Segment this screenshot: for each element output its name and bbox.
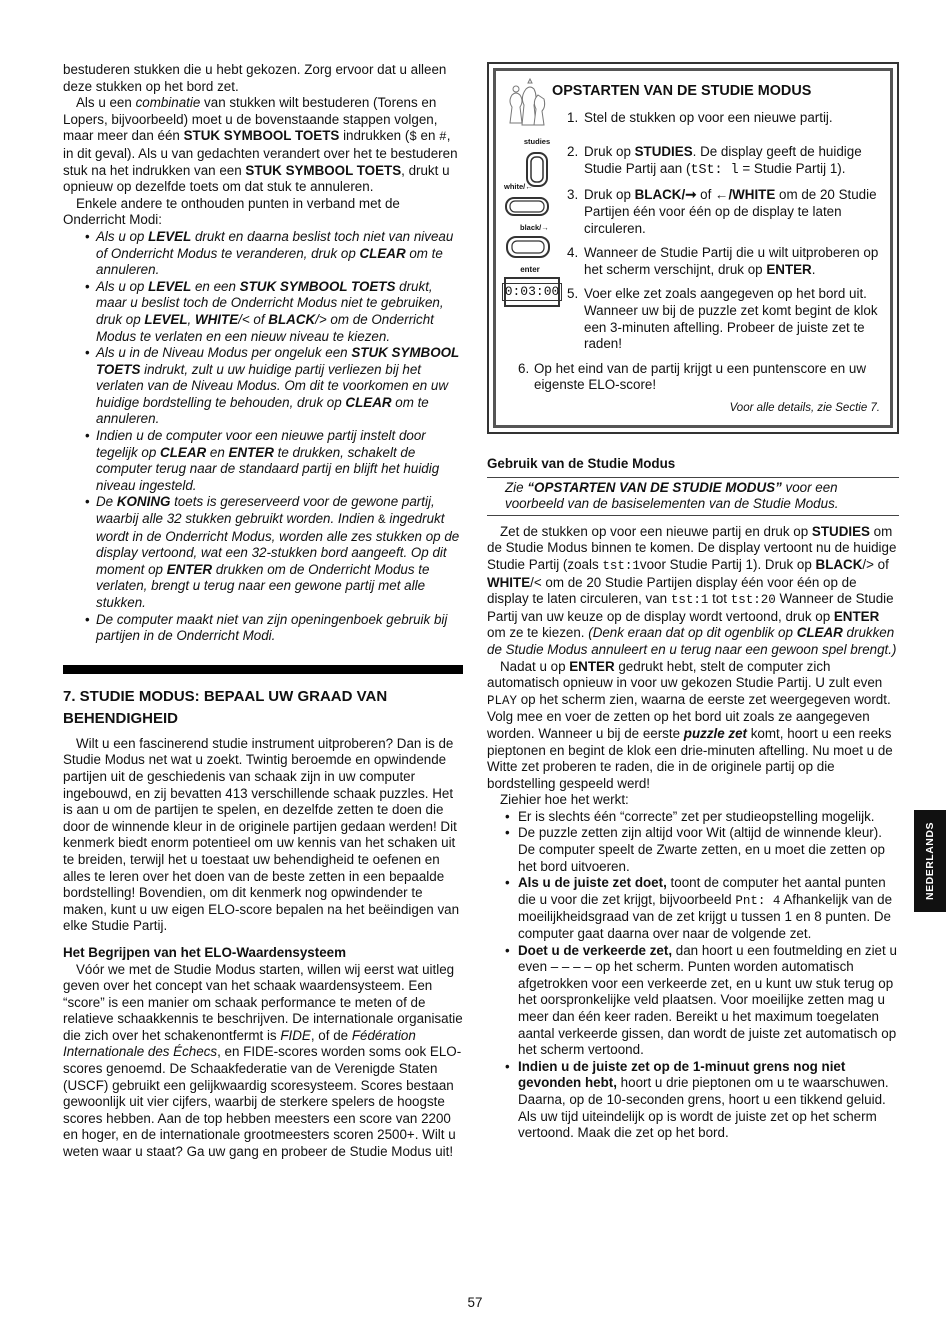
paragraph: Wilt u een fascinerend studie instrument uitproberen? Dan is de Studie Modus net wat u zoekt. Twintig beroemde en opwindende partijen uit de geschiedenis van schaak zijn in uw computer ingebouwd, en zij bevatten 413 verschillende schaak puzzles. Het is aan u om de partijen te spelen, en dezelfde zetten te doen die door de winnende kleur in de originele partijen gedaan werden! Dit kenmerk biedt enorm potentieel om uw kennis van het schaken uit te breiden, terwijl het u toestaat uw behendigheid te oefenen en alles te leren over het doen van de beste zetten in een bepaalde bordstelling! Bovendien, om dit kenmerk nog opwindender te maken, kunt u uw eigen ELO-score bepalen na het beëindigen van elke Studie Partij.: [63, 735, 460, 934]
step-5: 5. Voer elke zet zoals aangegeven op het bord uit. Wanneer uw bij de puzzle zet komt begint de klok een 3-minuten aftelling. Probeer de juiste zet te raden!: [567, 286, 878, 352]
paragraph: Ziehier hoe het werkt:: [500, 792, 629, 808]
step-3: 3. Druk op BLACK/➞ of ←/WHITE om de 20 Studie Partijen één voor één op de display te laten circuleren.: [567, 187, 877, 236]
paragraph: Als u een combinatie van stukken wilt bestuderen (Torens en Lopers, bijvoorbeeld) moet u de bovenstaande stappen volgen, maar meer dan één STUK SYMBOOL TOETS indrukken ($ en #, in dit geval). Als u van gedachten verandert over het te bestuderen stuk na het indrukken van een STUK SYMBOOL TOETS, drukt u opnieuw op dezelfde toets om dat stuk te annuleren.: [63, 95, 458, 195]
list-item: • Als u op LEVEL en een STUK SYMBOOL TOETS drukt, maar u beslist toch de Onderricht Modus niet te gebruiken, druk op LEVEL, WHITE/< of BLACK/> om de Onderricht Modus te verlaten en een nieuw niveau te kiezen.: [63, 279, 463, 345]
step-2: 2. Druk op STUDIES. De display geeft de huidige Studie Partij aan (tSt: l = Studie Partij 1).: [567, 144, 862, 178]
paragraph: bestuderen stukken die u hebt gekozen. Zorg ervoor dat u alleen deze stukken op het bord zet.: [63, 62, 447, 94]
bullet-list: [487, 809, 899, 1142]
quickstart-box-inner: [493, 68, 893, 428]
step-4: 4. Wanneer de Studie Partij die u wilt uitproberen op het scherm verschijnt, druk op ENTER.: [567, 245, 879, 277]
list-item: • Als u de juiste zet doet, toont de computer het aantal punten die u voor die zet krijgt, bijvoorbeeld Pnt: 4 Afhankelijk van de moeilijkheidsgraad van de zet krijgt u tussen 1 en 8 punten. De computer gaat daarna over naar de volgende zet.: [487, 875, 899, 942]
list-item: • Als u in de Niveau Modus per ongeluk een STUK SYMBOOL TOETS indrukt, zult u uw huidige partij verliezen bij het verlaten van de Niveau Modus. Om dit te voorkomen en uw huidige bordstelling te behouden, druk op CLEAR om te annuleren.: [63, 345, 463, 428]
section-title: 7. STUDIE MODUS: BEPAAL UW GRAAD VAN BEHENDIGHEID: [63, 687, 388, 727]
left-column: [63, 62, 463, 1161]
language-tab-label: NEDERLANDS: [924, 822, 936, 900]
paragraph: Enkele andere te onthouden punten in verband met de Onderricht Modi:: [63, 195, 400, 228]
lcd-readout: 0:03:00: [502, 283, 563, 302]
step-1: 1. Stel de stukken op voor een nieuwe partij.: [567, 109, 833, 125]
section-divider: [63, 665, 463, 674]
list-item: • Als u op LEVEL drukt en daarna beslist toch niet van niveau of Onderricht Modus te veranderen, druk op CLEAR om te annuleren.: [63, 229, 463, 279]
note: Zie “OPSTARTEN VAN DE STUDIE MODUS” voor een voorbeeld van de basiselementen van de Studie Modus.: [505, 479, 839, 512]
step-6: 6. Op het eind van de partij krijgt u een puntenscore en uw eigenste ELO-score!: [518, 360, 867, 393]
language-tab: [914, 810, 946, 912]
white-key-label: white/←: [504, 182, 533, 191]
paragraph: Vóór we met de Studie Modus starten, willen wij eerst wat uitleg geven over het concept van het schaak waardensysteem. Een “score” is een manier om schaak performance te meten of de relatieve schaakkennis te beschrijven. De internationale organisatie die zich over het schakenontfermt is FIDE, of de Fédération Internationale des Échecs, en FIDE-scores worden soms ook ELO-scores genoemd. De Schaakfederatie van de Verenigde Staten (USCF) gebruikt een gelijkwaardig scoresysteem. Scores bestaan gewoonlijk uit vier cijfers, waarbij de sterkere spelers de hoogste scores hebben. Aan de top hebben meesters een score van 2200 en hoger, en de internationale grootmeesters scoren 2500+. Wilt u weten waar u staat? Ga uw gang en probeer de Studie Modus uit!: [63, 961, 463, 1160]
list-item: • Indien u de juiste zet op de 1-minuut grens nog niet gevonden hebt, hoort u drie pieptonen om u te waarschuwen. Daarna, op de 10-seconden grens, hoort u een tikkend geluid. Als uw tijd uiteindelijk op is wordt de juiste zet op het scherm vertoond. Maak die zet op het bord.: [487, 1059, 899, 1142]
page-number: 57: [467, 1295, 483, 1310]
enter-key-label: enter: [520, 264, 540, 274]
list-item: • De KONING toets is gereserveerd voor de gewone partij, waarbij alle 32 stukken gebruikt worden. Indien & ingedrukt wordt in de Onderricht Modus, worden alle zes stukken op de display vertoond, wat een 32-stukken bord aangeeft. Op dit moment op ENTER drukken om de Onderricht Modus te verlaten, brengt u terug naar een gewone partij met alle stukken.: [63, 494, 463, 611]
right-column: [487, 62, 899, 1142]
paragraph: Zet de stukken op voor een nieuwe partij en druk op STUDIES om de Studie Modus binnen te komen. De display vertoont nu de huidige Studie Partij (zoals tst:1voor Studie Partij 1). Druk op BLACK/> of WHITE/< om de 20 Studie Partijen display één voor één op de display te laten circuleren, van tst:1 tot tst:20 Wanneer de Studie Partij van uw keuze op de display wordt vertoond, druk op ENTER om ze te kiezen. (Denk eraan dat op dit ogenblik op CLEAR drukken de Studie Modus annuleert en u terug naar een gewoon spel brengt.): [487, 523, 897, 657]
black-key-label: black/→: [520, 223, 549, 233]
list-item: • Indien u de computer voor een nieuwe partij instelt door tegelijk op CLEAR en ENTER te drukken, schakelt de computer terug naar de standaard partij en blijft het huidig niveau ingesteld.: [63, 428, 463, 494]
quickstart-box: [487, 62, 899, 434]
list-item: • Er is slechts één “correcte” zet per studieopstelling mogelijk.: [487, 809, 899, 826]
paragraph: Nadat u op ENTER gedrukt hebt, stelt de computer zich automatisch opnieuw in voor uw gekozen Studie Partij. U zult even PLAY op het scherm zien, waarna de eerste zet weergegeven wordt. Volg mee en voer de zetten op het bord uit zoals ze aangegeven worden. Wanneer u bij de eerste puzzle zet komt, hoort u een reeks pieptonen en begint de klok een drie-minuten aftelling. Nu moet u de Witte zet proberen te raden, die in de originele partij op die bordstelling gespeeld werd!: [487, 658, 893, 791]
list-item: • De computer maakt niet van zijn openingenboek gebruik bij partijen in de Onderricht Modi.: [63, 612, 463, 645]
box-footer: Voor alle details, zie Sectie 7.: [729, 401, 880, 414]
list-item: • De puzzle zetten zijn altijd voor Wit (altijd de winnende kleur). De computer speelt de Zwarte zetten, en u moet die zetten op het bord uitvoeren.: [487, 825, 899, 875]
list-item: • Doet u de verkeerde zet, dan hoort u een foutmelding en ziet u even – – – – op het scherm. Punten worden automatisch afgetrokken voor een verkeerde zet, en u kunt uw stuk terug op het oorspronkelijke veld plaatsen. Voor moeilijke zetten mag u meer dan één keer raden. Bereikt u het maximum toegelaten aantal verkeerde gissen, dan wordt de juiste zet automatisch op het scherm vertoond.: [487, 943, 899, 1059]
studies-key-label: studies: [523, 137, 551, 146]
subsection-title: Het Begrijpen van het ELO-Waardensysteem: [63, 944, 347, 960]
subsection-title: Gebruik van de Studie Modus: [487, 456, 676, 471]
box-title: OPSTARTEN VAN DE STUDIE MODUS: [552, 83, 812, 99]
bullet-list: [63, 229, 463, 645]
divider-bottom: [487, 515, 899, 516]
